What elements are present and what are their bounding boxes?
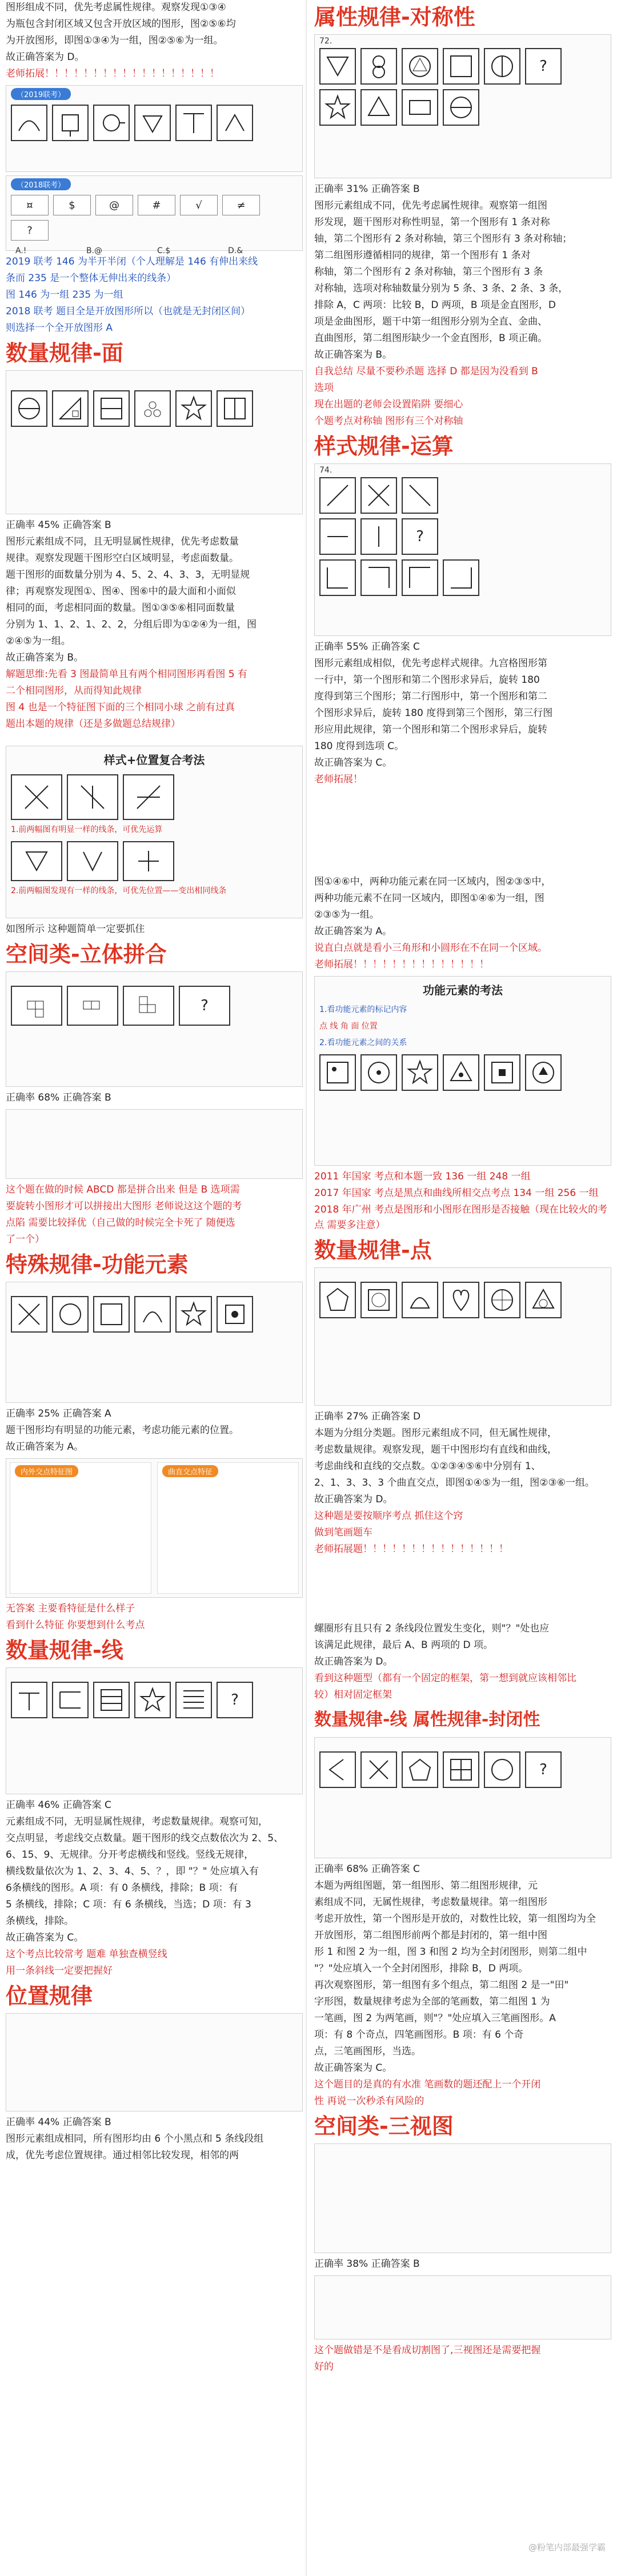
figure-cell [93, 390, 130, 427]
figure-cell [443, 1282, 479, 1318]
note-line: 了一个） [6, 1234, 45, 1245]
figure-cell [484, 1054, 520, 1091]
svg-text:?: ? [201, 997, 209, 1014]
symbol-cell: ≠ [222, 195, 260, 215]
answer-line: 考虑数量规律。观察发现，题干中图形均有直线和曲线， [314, 1444, 557, 1455]
answer-line: 称轴，第二个图形有 2 条对称轴，第三个图形有 3 条 [314, 266, 543, 278]
answer-line: 个图形求异后，旋转 180 度得到第三个图形，第三行图 [314, 707, 553, 719]
question-figure [314, 2143, 611, 2253]
right-column [314, 0, 611, 2376]
answer-line: 题干图形的面数量分别为 4、5、2、4、3、3，无明显规 [6, 569, 250, 581]
symbol-cell: ¤ [11, 195, 49, 215]
figure-cell [402, 477, 438, 514]
figure-cell [217, 1682, 253, 1718]
figure-row [6, 983, 302, 1028]
options-row [315, 557, 611, 598]
figure-cell [319, 1054, 356, 1091]
option-figure [319, 89, 356, 126]
figure-row [6, 1679, 302, 1721]
cube-figure [67, 986, 118, 1026]
note-line: 好的 [314, 2361, 334, 2373]
answer-line: 图形元素组成相似，优先考虑样式规律。九宫格图形第 [314, 658, 547, 669]
answer-line: ②③⑤为一组。 [314, 909, 379, 921]
answer-line: 故正确答案为 C。 [314, 2062, 392, 2074]
figure-cell [52, 1296, 89, 1333]
feature-panel [157, 1462, 299, 1594]
figure-row [6, 772, 302, 822]
answer-line: "？"处应填入一个全封闭图形，排除 B，D 两项。 [314, 1963, 528, 1974]
answer-line: 正确率 44% 正确答案 B [6, 2117, 111, 2128]
note-line: 看到这种题型（都有一个固定的框架，第一想到就应该相邻比 [314, 1673, 576, 1684]
answer-line: 正确率 45% 正确答案 B [6, 519, 111, 531]
figure-cell [443, 1054, 479, 1091]
answer-line: 正确率 46% 正确答案 C [6, 1799, 111, 1811]
answer-line: 横线数量依次为 1、2、3、4、5、？，即 "？" 处应填入有 [6, 1866, 259, 1877]
figure-cell [93, 105, 130, 141]
answer-line: 分别为 1、1、2、1、2、2，分组后即为①②④为一组，图 [6, 619, 257, 630]
option-figure [360, 89, 397, 126]
note-line: 二个相同图形，从而得知此规律 [6, 685, 142, 697]
figure-row [6, 839, 302, 883]
question-figure [6, 1282, 303, 1403]
figure-cell [319, 477, 356, 514]
note-line: 看到什么特征 你要想到什么考点 [6, 1619, 145, 1631]
note-line: 这个题做错是不是看成切割图了,三视图还是需要把握 [314, 2345, 541, 2356]
figure-cell [93, 1296, 130, 1333]
answer-line: 5 条横线，排除；C 项：有 6 条横线，当选；D 项：有 3 [6, 1899, 251, 1910]
note-line: 要旋转小图形才可以拼接出大图形 老师说这这个题的考 [6, 1201, 242, 1212]
figure-row [6, 102, 302, 143]
answer-line: 形发现，题干图形对称性明显，第一个图形有 1 条对称 [314, 217, 550, 228]
option-figure [443, 89, 479, 126]
answer-line: 素组成不同，无属性规律，考虑数量规律。第一组图形 [314, 1897, 547, 1908]
figure-cell [217, 390, 253, 427]
option-figure [360, 559, 397, 596]
figure-cell [175, 1296, 212, 1333]
left-column [6, 0, 303, 2165]
answer-line: 6、15、9、无规律。分开考虑横线和竖线。竖线无规律， [6, 1849, 254, 1861]
year-note: 2011 年国家 考点和本题一致 136 一组 248 一组 [314, 1171, 531, 1182]
answer-line: 正确率 25% 正确答案 A [6, 1408, 111, 1419]
question-figure [314, 1267, 611, 1406]
note-line: 这个题目的是真的有水准 笔画数的题还配上一个开闭 [314, 2079, 541, 2090]
section-heading: 空间类-立体拼合 [6, 942, 167, 967]
note-line: 性 再说一次秒杀有风险的 [314, 2095, 424, 2107]
figure-cell [93, 1682, 130, 1718]
style-position-panel [6, 746, 303, 918]
teacher-extension: 老师拓展！！！！！！！！！！！！！！！！！！ [6, 68, 219, 79]
spacer [314, 1558, 611, 1621]
answer-line: ②④⑤为一组。 [6, 635, 71, 647]
figure-cell [525, 1751, 562, 1788]
figure-row [315, 1052, 611, 1093]
function-element-panel [314, 976, 611, 1166]
section-heading: 数量规律-线 属性规律-封闭性 [314, 1710, 540, 1730]
note-line: 这个题在做的时候 ABCD 都是拼合出来 但是 B 选项需 [6, 1184, 240, 1195]
figure-cell [52, 1682, 89, 1718]
answer-line: 一行中，第一个图形和第二个图形求异后，旋转 180 [314, 674, 540, 686]
year-tag: （2018联考） [11, 178, 71, 190]
answer-line: 字形图，数量规律考虑为全部的笔画数，第二组图 1 为 [314, 1996, 550, 2007]
note-line: 图 146 为一组 235 为一组 [6, 289, 123, 301]
figure-cell [11, 774, 62, 820]
answer-line: 正确率 68% 正确答案 C [314, 1863, 420, 1875]
answer-line: 正确率 31% 正确答案 B [314, 183, 420, 195]
note-line: 这种题是要按顺序考点 抓住这个窍 [314, 1510, 463, 1522]
panel-note: 1.看功能元素的标记内容 [319, 1005, 407, 1014]
symbol-row [6, 193, 302, 243]
answer-line: 考虑开放性，第一个图形是开放的，对数性比较，第一组图均为全 [314, 1913, 596, 1925]
figure-cell [123, 774, 174, 820]
answer-line: 故正确答案为 D。 [314, 1494, 393, 1505]
svg-text:?: ? [416, 528, 424, 545]
column-divider [306, 0, 307, 2576]
figure-cell [402, 518, 438, 555]
figure-cell [360, 1054, 397, 1091]
question-number: 72. [319, 37, 332, 46]
figure-cell [134, 105, 171, 141]
note-line: 选项 [314, 382, 334, 394]
figure-cell [319, 1282, 356, 1318]
year-note: 2017 年国家 考点是黑点和曲线所相交点考点 134 一组 256 一组 [314, 1187, 599, 1199]
question-figure [314, 463, 611, 636]
answer-line: 故正确答案为 C。 [6, 1932, 84, 1943]
figure-cell [443, 48, 479, 85]
section-heading: 位置规律 [6, 1983, 93, 2009]
answer-line: 一笔画，图 2 为两笔画，则"？"处应填入三笔画图形。A [314, 2013, 556, 2024]
option-figure [402, 89, 438, 126]
figure-cell [175, 105, 212, 141]
answer-line: 螺圈形有且只有 2 条线段位置发生变化，则"？"处也应 [314, 1623, 550, 1634]
figure-cell [217, 1296, 253, 1333]
intro-line: 图形组成不同，优先考虑属性规律。观察发现①③④ [6, 2, 226, 13]
answer-line: 故正确答案为 B。 [6, 652, 84, 663]
teacher-extension: 老师拓展！！！！！！！！！！！！！！ [314, 959, 489, 970]
cube-figure [11, 986, 62, 1026]
figure-row [315, 1749, 611, 1790]
three-view-illustration [314, 2275, 611, 2339]
answer-line: 考虑曲线和直线的交点数。①②③④⑤⑥中分别有 1、 [314, 1461, 541, 1472]
cube-illustration [6, 1109, 303, 1179]
figure-cell [11, 105, 47, 141]
answer-line: 对称轴，选项对称轴数量分别为 5 条、3 条、2 条、3 条， [314, 283, 568, 294]
question-figure [6, 370, 303, 514]
answer-line: 成，优先考虑位置规律。通过相邻比较发现，相邻的两 [6, 2150, 239, 2161]
answer-line: 本题为两组图题，第一组图形、第二组图形规律，元 [314, 1880, 538, 1891]
note-line: 图 4 也是一个特征图下面的三个相同小球 之前有过真 [6, 702, 235, 713]
intro-line: 为开放图形，即图①③④为一组，图②⑤⑥为一组。 [6, 35, 223, 46]
section-heading: 空间类-三视图 [314, 2114, 454, 2139]
answer-line: 形应用此规律，第一个图形和第二个图形求异后，旋转 [314, 724, 547, 735]
question-2019-figure [6, 85, 303, 172]
figure-cell [402, 1054, 438, 1091]
figure-cell [402, 48, 438, 85]
figure-row [315, 1279, 611, 1321]
note-line: 点陷 需要比较择优（自己做的时候完全卡死了 随便选 [6, 1217, 235, 1229]
symbol-cell: $ [53, 195, 91, 215]
answer-line: 直曲图形，第二组图形缺少一个金直图形，B 项正确。 [314, 333, 548, 344]
figure-cell [67, 841, 118, 881]
svg-text:?: ? [539, 1761, 547, 1778]
figure-cell [175, 1682, 212, 1718]
panel-title: 样式+位置复合考法 [103, 753, 205, 767]
note-line: 用一条斜线一定要把握好 [6, 1965, 113, 1977]
option-c: C.$ [157, 246, 171, 255]
figure-cell [525, 1054, 562, 1091]
answer-line: 形 1 和图 2 为一组，图 3 和图 2 均为全封闭图形，则第二组中 [314, 1946, 587, 1958]
answer-line: 相同的面，考虑相同面的数量。图①③⑤⑥相同面数量 [6, 602, 235, 614]
year-tag: （2019联考） [11, 88, 71, 100]
answer-line: 正确率 27% 正确答案 D [314, 1411, 421, 1422]
figure-cell [134, 1296, 171, 1333]
answer-line: 故正确答案为 B。 [314, 349, 392, 361]
svg-text:?: ? [539, 58, 547, 75]
option-d: D.& [228, 246, 243, 255]
figure-cell [52, 105, 89, 141]
question-figure [6, 2013, 303, 2111]
figure-cell [67, 774, 118, 820]
answer-line: 故正确答案为 A。 [314, 926, 392, 937]
answer-line: 故正确答案为 A。 [6, 1441, 84, 1453]
answer-line: 元素组成不同，无明显属性规律，考虑数量规律。观察可知， [6, 1816, 268, 1827]
answer-line: 度得到第三个图形；第二行图形中，第一个图形和第二 [314, 691, 547, 702]
options-row [315, 87, 611, 128]
answer-line: 图形元素组成相同，所有图形均由 6 个小黑点和 5 条线段组 [6, 2133, 264, 2145]
panel-note: 1.前两幅图有明显一样的线条，可优先运算 [11, 825, 163, 834]
note-line: 2019 联考 146 为半开半闭（个人理解是 146 有伸出来线 [6, 256, 258, 267]
note-line: 较）相对固定框架 [314, 1689, 392, 1701]
answer-line: 正确率 68% 正确答案 B [6, 1092, 111, 1103]
intro-line: 为瓶包含封闭区域又包含开放区域的图形，图②⑤⑥均 [6, 18, 236, 30]
figure-cell [11, 1682, 47, 1718]
section-heading: 数量规律-点 [314, 1238, 432, 1263]
cube-figure [179, 986, 230, 1026]
answer-line: 项：有 8 个奇点，四笔画图形。B 项：有 6 个奇 [314, 2029, 524, 2041]
note-line: 做到笔画题车 [314, 1527, 372, 1538]
figure-cell [175, 390, 212, 427]
answer-line: 两种功能元素不在同一区域内，即图①④⑥为一组，图 [314, 893, 544, 904]
answer-line: 项是金曲图形，题干中第一组图形分别为全直、金曲、 [314, 316, 547, 327]
figure-cell [360, 1282, 397, 1318]
answer-line: 故正确答案为 C。 [314, 757, 392, 769]
panel-note: 2.看功能元素之间的关系 [319, 1038, 407, 1047]
figure-cell [484, 1282, 520, 1318]
answer-line: 开放图形，第二组图形前两个都是封闭的，第一组中图 [314, 1930, 547, 1941]
note-line: 个题考点对称轴 图形有三个对称轴 [314, 415, 463, 427]
panel-note: 点 线 角 面 位置 [319, 1022, 378, 1031]
figure-cell [319, 1751, 356, 1788]
figure-cell [52, 390, 89, 427]
figure-cell [443, 1751, 479, 1788]
note-line: 则选择一个全开放图形 A [6, 322, 113, 334]
figure-cell [11, 841, 62, 881]
answer-line: 第二组图形遵循相同的规律，第一个图形有 1 条对 [314, 250, 531, 261]
note-line: 条而 235 是一个整体无伸出来的线条） [6, 273, 177, 284]
section-heading: 数量规律-面 [6, 341, 123, 366]
figure-cell [402, 1282, 438, 1318]
section-heading: 特殊规律-功能元素 [6, 1252, 189, 1277]
answer-line: 点，三笔画图形，当选。 [314, 2046, 421, 2057]
symbol-cell: # [138, 195, 175, 215]
teacher-extension: 老师拓展！ [314, 774, 363, 785]
note-line: 题出本题的规律（还是多做题总结规律） [6, 718, 181, 730]
symbol-cell: ? [11, 220, 49, 241]
note-line: 解题思维:先看 3 图最简单且有两个相同图形再看图 5 有 [6, 669, 247, 680]
note-line: 自我总结 尽量不要秒杀题 选择 D 都是因为没看到 B [314, 366, 538, 377]
section-heading: 属性规律-对称性 [314, 5, 475, 30]
figure-cell [11, 390, 47, 427]
answer-line: 图形元素组成不同，且无明显属性规律，优先考虑数量 [6, 536, 239, 547]
figure-cell [319, 518, 356, 555]
question-figure [6, 1667, 303, 1794]
panel-label: 曲直交点特征 [162, 1465, 218, 1477]
panel-note: 2.前两幅图发现有一样的线条，可优先位置——变出相同线条 [11, 886, 227, 895]
figure-cell [134, 1682, 171, 1718]
figure-cell [484, 48, 520, 85]
figure-cell [217, 105, 253, 141]
figure-row [6, 388, 302, 429]
answer-line: 正确率 38% 正确答案 B [314, 2258, 420, 2270]
answer-line: 轴，第二个图形有 2 条对称轴，第三个图形有 3 条对称轴； [314, 233, 572, 245]
feature-panels [6, 1458, 303, 1598]
options-row [6, 243, 302, 259]
answer-line: 交点明显，考虑线交点数量。题干图形的线交点数依次为 2、5、 [6, 1833, 284, 1844]
panel-title: 功能元素的考法 [423, 983, 503, 997]
question-figure [314, 34, 611, 178]
figure-row [315, 46, 611, 87]
note-line: 现在出题的老师会设置陷阱 要细心 [314, 399, 463, 410]
answer-line: 题干图形均有明显的功能元素，考虑功能元素的位置。 [6, 1425, 239, 1436]
note-line: 这个考点比较常考 题难 单独查横竖线 [6, 1949, 167, 1960]
note-line: 无答案 主要看特征是什么样子 [6, 1603, 135, 1614]
option-figure [319, 559, 356, 596]
answer-line: 180 度得到选项 C。 [314, 741, 404, 752]
section-heading: 数量规律-线 [6, 1638, 123, 1663]
question-2018-figure [6, 175, 303, 255]
note-line: 老师拓展题！！！！！！！！！！！！！！！ [314, 1543, 508, 1555]
figure-cell [319, 48, 356, 85]
answer-line: 图形元素组成不同，优先考虑属性规律。观察第一组图 [314, 200, 547, 211]
watermark: @粉笔内部最强学霸 [528, 2542, 606, 2553]
year-note: 2018 年广州 考点是图形和小图形在图形是否接触（现在比较火的考点 需要多注意） [314, 1204, 608, 1231]
question-figure [6, 971, 303, 1087]
figure-row [315, 516, 611, 557]
cube-figure [123, 986, 174, 1026]
option-figure [402, 559, 438, 596]
figure-cell [525, 1282, 562, 1318]
symbol-cell: @ [95, 195, 133, 215]
answer-line: 正确率 55% 正确答案 C [314, 641, 420, 653]
figure-cell [134, 390, 171, 427]
answer-line: 排除 A，C 两项：比较 B，D 两项，B 项是金直图形，D [314, 299, 556, 311]
figure-cell [484, 1751, 520, 1788]
answer-line: 该满足此规律，最后 A、B 两项的 D 项。 [314, 1639, 493, 1651]
spacer [314, 789, 611, 874]
note-line: 2018 联考 题目全是开放图形所以（也就是无封闭区间） [6, 306, 251, 317]
answer-line: 2、1、3、3、3 个曲直交点，即图①④⑤为一组，图②③⑥一组。 [314, 1477, 595, 1489]
figure-cell [360, 477, 397, 514]
answer-line: 律；再观察发现图①、图④、图⑥中的最大面和小面似 [6, 586, 236, 597]
symbol-cell: √ [180, 195, 218, 215]
section-heading: 样式规律-运算 [314, 434, 454, 459]
answer-line: 条横线，排除。 [6, 1915, 74, 1927]
figure-cell [360, 1751, 397, 1788]
figure-cell [360, 518, 397, 555]
option-figure [443, 559, 479, 596]
answer-line: 再次观察图形，第一组图有多个组点，第二组图 2 是一"田" [314, 1979, 569, 1991]
option-a: A.! [15, 246, 27, 255]
figure-cell [360, 48, 397, 85]
figure-cell [123, 841, 174, 881]
answer-line: 故正确答案为 D。 [314, 1656, 393, 1667]
question-number: 74. [319, 466, 332, 475]
answer-line: 规律。观察发现题干图形空白区域明显，考虑面数量。 [6, 553, 239, 564]
answer-line: 图①④⑥中，两种功能元素在同一区域内，图②③⑤中， [314, 876, 551, 887]
figure-cell [11, 1296, 47, 1333]
intro-line: 故正确答案为 D。 [6, 51, 85, 63]
option-b: B.@ [86, 246, 103, 255]
question-figure [314, 1737, 611, 1858]
answer-line: 本题为分组分类题。图形元素组成不同，但无属性规律， [314, 1427, 557, 1439]
feature-panel [10, 1462, 151, 1594]
figure-cell [525, 48, 562, 85]
svg-text:?: ? [231, 1691, 239, 1709]
note-line: 说直白点就是看小三角形和小圆形在不在同一个区域。 [314, 942, 547, 954]
panel-label: 内外交点特征图 [15, 1465, 78, 1477]
note-line: 如图所示 这种题简单一定要抓住 [6, 923, 145, 935]
figure-cell [402, 1751, 438, 1788]
answer-line: 6条横线的图形。A 项：有 0 条横线，排除；B 项：有 [6, 1882, 238, 1894]
figure-row [6, 1294, 302, 1335]
figure-row [315, 475, 611, 516]
